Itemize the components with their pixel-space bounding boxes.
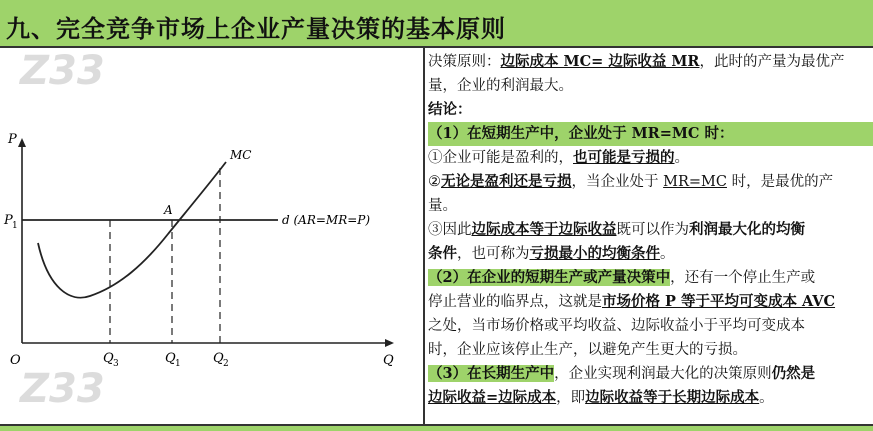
mc-label: MC xyxy=(230,148,252,162)
page-title: 九、完全竞争市场上企业产量决策的基本原则 xyxy=(6,14,506,43)
graph-panel xyxy=(0,48,425,424)
text-line-1: 决策原则：边际成本 MC= 边际收益 MR，此时的产量为最优产 xyxy=(428,53,845,70)
demand-label: d (AR=MR=P) xyxy=(282,213,371,227)
text-line-7: 量。 xyxy=(428,198,457,214)
cost-curve-graph xyxy=(0,48,423,424)
text-line-2: 量，企业的利润最大。 xyxy=(428,78,573,94)
q3-label: Q xyxy=(103,351,114,366)
price-subscript: 1 xyxy=(12,221,18,231)
point-a-label: A xyxy=(164,203,173,217)
price-label: P xyxy=(4,213,13,228)
y-axis-label: P xyxy=(8,132,17,147)
watermark-logo-bottom: Z33 xyxy=(20,366,105,412)
text-line-15: 边际收益=边际成本，即边际收益等于长期边际成本。 xyxy=(428,389,774,406)
text-line-6: ②无论是盈利还是亏损，当企业处于 MR=MC 时，是最优的产 xyxy=(428,173,834,190)
watermark-logo: Z33 xyxy=(20,48,105,94)
q1-label: Q xyxy=(165,351,176,366)
text-line-8: ③因此边际成本等于边际收益既可以作为利润最大化的均衡 xyxy=(428,221,805,238)
x-axis-arrow xyxy=(385,339,394,347)
text-line-9: 条件，也可称为亏损最小的均衡条件。 xyxy=(428,245,675,262)
bottom-bar xyxy=(0,424,873,431)
text-line-11: 停止营业的临界点，这就是市场价格 P 等于平均可变成本 AVC xyxy=(428,293,836,310)
q2-subscript: 2 xyxy=(223,359,229,369)
explanation-panel xyxy=(426,48,873,424)
x-axis-label: Q xyxy=(383,353,394,368)
section-1-heading: （1）在短期生产中，企业处于 MR=MC 时： xyxy=(426,122,873,146)
q3-subscript: 3 xyxy=(113,359,119,369)
text-line-12: 之处，当市场价格或平均收益、边际收益小于平均可变成本 xyxy=(428,318,805,334)
mc-curve xyxy=(38,162,226,298)
y-axis-arrow xyxy=(18,138,26,147)
title-bar xyxy=(0,0,873,48)
q1-subscript: 1 xyxy=(175,359,181,369)
section-2-heading: （2）在企业的短期生产或产量决策中，还有一个停止生产或 xyxy=(428,269,816,286)
origin-label: O xyxy=(10,353,21,368)
section-3-heading: （3）在长期生产中，企业实现利润最大化的决策原则仍然是 xyxy=(428,365,816,382)
q2-label: Q xyxy=(213,351,224,366)
text-line-5: ①企业可能是盈利的，也可能是亏损的。 xyxy=(428,149,689,166)
text-line-13: 时，企业应该停止生产，以避免产生更大的亏损。 xyxy=(428,342,747,358)
text-line-3: 结论： xyxy=(428,101,472,118)
